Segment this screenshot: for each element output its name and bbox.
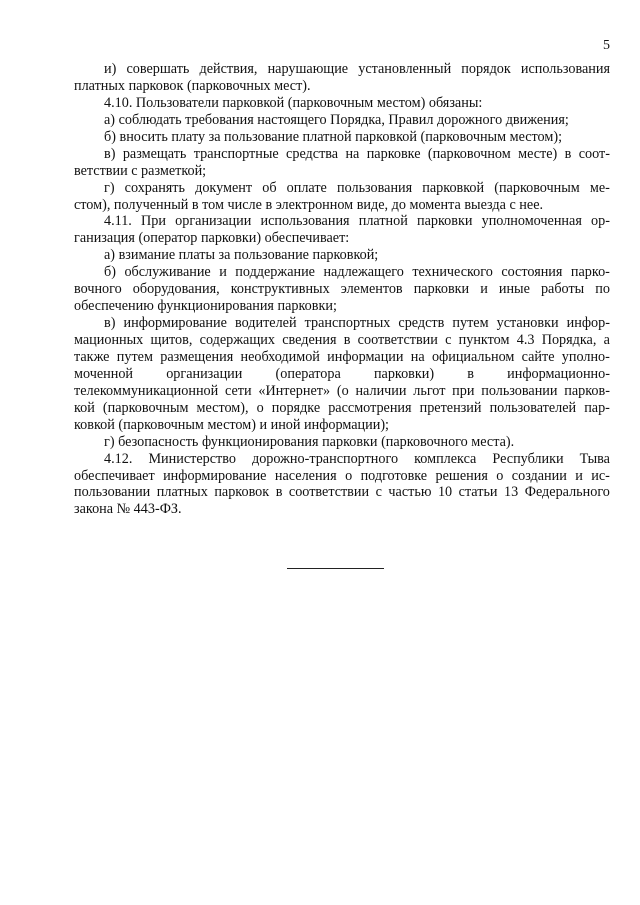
text-line — [74, 61, 610, 78]
word: обеспечивает — [74, 467, 155, 484]
word: также — [74, 348, 110, 365]
word: (парковочным — [102, 399, 189, 416]
word: состояния — [501, 264, 563, 281]
word: документ — [195, 179, 253, 196]
word: 13 — [504, 484, 519, 501]
word: моченной — [74, 365, 134, 382]
word: путем — [452, 315, 489, 332]
word: соот- — [578, 145, 610, 162]
word: пользования — [336, 179, 413, 196]
word: поддержание — [235, 264, 315, 281]
word: Министерство — [148, 450, 236, 467]
word: на — [410, 348, 425, 365]
text-line: а) соблюдать требования настоящего Порядка, Правил дорожного движения; — [104, 111, 569, 128]
word: частью — [388, 484, 432, 501]
word: а — [603, 332, 610, 348]
word: соответствии — [288, 484, 370, 501]
word: рассмотрения — [328, 399, 412, 416]
word: официальном — [431, 348, 515, 365]
word: парко- — [570, 264, 610, 281]
text-line — [74, 281, 610, 298]
text-line — [74, 146, 610, 163]
text-line — [74, 332, 610, 349]
word: сети — [225, 382, 252, 399]
word: сайте — [521, 348, 555, 365]
text-line — [74, 315, 610, 332]
word: парковки) — [373, 365, 435, 382]
word: установленный — [358, 61, 452, 77]
word: вочного — [74, 281, 122, 298]
word: транспортные — [193, 145, 279, 162]
text-line: стом), полученный в том числе в электронном виде, до момента выезда с нее. — [74, 196, 544, 213]
word: создании — [511, 467, 567, 484]
word: на — [345, 145, 360, 162]
word: установки — [496, 315, 559, 332]
word: парковки — [417, 213, 473, 230]
text-line — [74, 400, 610, 417]
text-line: ковкой (парковочным местом) и иной информации); — [74, 416, 389, 433]
word: организации — [175, 213, 252, 230]
word: использования — [260, 213, 350, 230]
word: об — [262, 179, 277, 196]
text-line — [74, 468, 610, 485]
text-line: г) безопасность функционирования парковки (парковочного места). — [104, 433, 515, 450]
page-number: 5 — [603, 38, 610, 53]
word: в — [275, 484, 283, 501]
word: средств — [398, 315, 445, 332]
word: конструктивных — [230, 281, 330, 298]
word: парковок — [214, 484, 270, 501]
text-line — [74, 366, 610, 383]
word: информационно- — [507, 365, 610, 382]
word: иные — [498, 281, 530, 298]
word: (парковочном — [427, 145, 511, 162]
word: пользователей — [489, 399, 577, 416]
word: оплате — [286, 179, 327, 196]
word: (оператора — [275, 365, 341, 382]
word: пользовании — [74, 484, 151, 501]
word: сведения — [282, 332, 337, 348]
word: ме- — [589, 179, 610, 196]
word: водителей — [235, 315, 297, 332]
word: парков- — [564, 382, 610, 399]
word: уполно- — [561, 348, 610, 365]
word: статьи — [458, 484, 498, 501]
word: парковке — [366, 145, 421, 162]
word: средства — [286, 145, 339, 162]
word: действия, — [199, 61, 258, 77]
text-line — [74, 349, 610, 366]
word: размещения — [160, 348, 234, 365]
word: населения — [274, 467, 337, 484]
word: с — [445, 332, 452, 348]
word: организации — [166, 365, 243, 382]
word: соответствии — [357, 332, 438, 348]
word: с — [375, 484, 382, 501]
word: телекоммуникационной — [74, 382, 219, 399]
word: кой — [74, 399, 95, 416]
word: при — [452, 382, 475, 399]
word: сохранять — [124, 179, 185, 196]
word: г) — [104, 179, 115, 196]
word: нарушающие — [267, 61, 349, 77]
word: подготовке — [360, 467, 428, 484]
text-line: а) взимание платы за пользование парковкой; — [104, 247, 379, 264]
word: путем — [116, 348, 153, 365]
text-line: платных парковок (парковочных мест). — [74, 77, 311, 94]
word: и) — [104, 61, 117, 77]
word: оборудования, — [132, 281, 220, 298]
word: и — [480, 281, 488, 298]
word: совершать — [126, 61, 190, 77]
word: порядок — [461, 61, 511, 77]
word: размещать — [122, 145, 187, 162]
word: ор- — [591, 213, 610, 230]
word: платных — [156, 484, 208, 501]
word: 4.11. — [104, 213, 132, 230]
word: 4.3 — [516, 332, 535, 348]
word: обслуживание — [124, 264, 211, 281]
word: Федерального — [524, 484, 610, 501]
word: Порядка, — [541, 332, 597, 348]
word: по — [595, 281, 610, 298]
word: в — [343, 332, 351, 348]
word: месте) — [518, 145, 558, 162]
text-line — [74, 383, 610, 400]
word: порядке — [271, 399, 321, 416]
word: Республики — [492, 450, 564, 467]
word: парковкой — [422, 179, 485, 196]
end-divider — [287, 568, 384, 569]
word: в) — [104, 145, 116, 162]
word: щитов, — [150, 332, 193, 348]
word: решения — [435, 467, 488, 484]
word: необходимой — [240, 348, 320, 365]
word: использования — [520, 61, 610, 77]
word: (о — [336, 382, 349, 399]
word: надлежащего — [323, 264, 404, 281]
word: 4.12. — [104, 450, 133, 467]
text-line — [74, 484, 610, 501]
word: информирование — [163, 467, 267, 484]
word: ис- — [591, 467, 610, 484]
text-line — [74, 264, 610, 281]
word: 10 — [437, 484, 453, 501]
word: наличии — [355, 382, 407, 399]
word: в — [564, 145, 572, 162]
word: о — [496, 467, 504, 484]
word: элементов — [340, 281, 403, 298]
word: пар- — [584, 399, 610, 416]
word: уполномоченная — [481, 213, 582, 230]
text-line: закона № 443-ФЗ. — [74, 501, 182, 518]
word: мационных — [74, 332, 144, 348]
text-line — [74, 451, 610, 468]
word: «Интернет» — [258, 382, 331, 399]
word: в — [467, 365, 474, 382]
word: пунктом — [458, 332, 510, 348]
word: о — [256, 399, 264, 416]
word: пользовании — [481, 382, 558, 399]
document-body — [74, 61, 610, 518]
word: Тыва — [579, 450, 610, 467]
word: комплекса — [414, 450, 477, 467]
text-line — [74, 180, 610, 197]
word: информации — [327, 348, 404, 365]
word: информирование — [123, 315, 227, 332]
word: и — [219, 264, 227, 281]
word: претензий — [419, 399, 482, 416]
word: содержащих — [199, 332, 275, 348]
text-line: ганизация (оператор парковки) обеспечивает: — [74, 230, 350, 247]
word: местом), — [196, 399, 249, 416]
text-line: обеспечению функционирования парковки; — [74, 298, 337, 315]
word: парковки — [413, 281, 470, 298]
word: При — [141, 213, 166, 230]
word: б) — [104, 264, 116, 281]
word: о — [345, 467, 353, 484]
word: технического — [412, 264, 493, 281]
word: в) — [104, 315, 116, 332]
text-line — [74, 213, 610, 230]
word: платной — [358, 213, 408, 230]
word: льгот — [413, 382, 446, 399]
word: и — [575, 467, 583, 484]
word: работы — [540, 281, 585, 298]
word: транспортных — [304, 315, 391, 332]
text-line: б) вносить плату за пользование платной парковкой (парковочным местом); — [104, 128, 563, 145]
word: дорожно-транспортного — [251, 450, 399, 467]
word: инфор- — [566, 315, 610, 332]
text-line: 4.10. Пользователи парковкой (парковочным местом) обязаны: — [104, 94, 483, 111]
text-line: ветствии с разметкой; — [74, 162, 207, 179]
word: (парковочным — [494, 179, 580, 196]
